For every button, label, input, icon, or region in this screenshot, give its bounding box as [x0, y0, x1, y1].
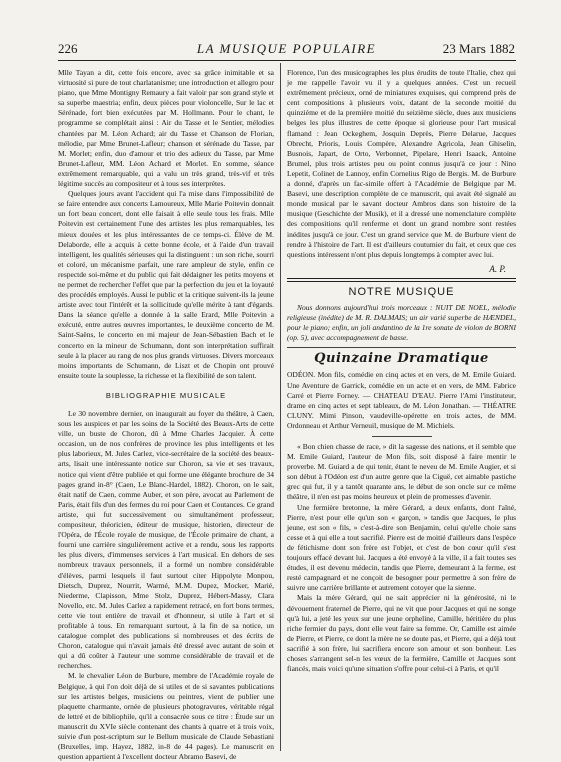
section-rule — [372, 436, 432, 437]
body-paragraph: « Bon chien chasse de race, » dit la sagesse des nations, et il semble que M. Emile Guiard, l'auteur de Mon fils, soit disposé à faire mentir le proverbe. M. Guiard a de qui tenir, étant le neveu de M. Emile Augier, et si son début à l'Odéon est d'un autre genre que la Ciguë, cet aimable pastiche grec qui fut, il y a tantôt quarante ans, le début de son oncle sur ce même théâtre, il n'en est pas moins heureux et plein de promesses d'avenir. — [287, 442, 516, 502]
issue-date: 23 Mars 1882 — [442, 41, 515, 56]
body-paragraph: Nous donnons aujourd'hui trois morceaux : NUIT DE NOEL, mélodie religieuse (inédite) de M. R. DALMAIS; un air varié superbe de HÆNDEL, pour le piano; enfin, un joli andantino de la 1re sonate de violon de BORNI (op. 5), avec accompagnement de basse. — [287, 302, 516, 343]
section-rule — [287, 278, 516, 282]
column-divider — [280, 63, 281, 751]
body-paragraph: Florence, l'un des musicographes les plus érudits de toute l'Italie, chez qui je me rappelle l'avoir vu il y a quelques années. C'est un recueil extrêmement précieux, orné de miniatures exquises, qui comprend près de cent compositions à plusieurs voix, datant de la seconde moitié du quinzième et de la première moitié du seizième siècle, dues aux musiciens belges les plus illustres de cette époque si glorieuse pour l'art musical flamand : Jean Ockeghem, Josquin Deprès, Pierre Delarue, Jacques Obrecht, Prioris, Louis Compère, Alexandre Agricola, Jean Ghiselin, Busnois, Japart, de Orto, Verbonnet, Pipelare, Henri Isaack, Antoine Brumel, plus trois artistes peu ou point connus jusqu'à ce jour : Nino Lepetit, Colinet de Lannoy, enfin Cornelius Rigo de Bergis. M. de Burbure a donné, d'après un fac-simile offert à l'Académie de Belgique par M. Basevi, une description complète de ce manuscrit, qui avait été signalé au monde musical par le savant docteur Ambros dans son histoire de la musique (Geschichte der Musik), et il a dressé une nomenclature complète des compositions qu'il renferme et dont un grand nombre sont restées inédites jusqu'à ce jour. C'est un grand service que M. de Burbure vient de rendre à l'histoire de l'art. Il est d'ailleurs coutumier du fait, et ceux que ces questions intéressent n'ont plus depuis longtemps à compter avec lui. — [287, 68, 516, 259]
section-heading-notre-musique: NOTRE MUSIQUE — [348, 285, 455, 298]
header-rule — [58, 60, 516, 61]
body-paragraph: Le 30 novembre dernier, on inaugurait au foyer du théâtre, à Caen, sous les auspices et par les soins de la Société des Beaux-Arts de cette ville, un buste de Choron, dû à Mme Charles Jacquier. À cette occasion, un de nos confrères de province les plus intelligents et les plus laborieux, M. Jules Carlez, vice-secrétaire de la société des beaux-arts, lisait une intéressante notice sur Choron, sa vie et ses travaux, notice qui vient d'être publiée et qui forme une élégante brochure de 34 pages grand in-8° (Caen, Le Blanc-Hardel, 1882). Choron, on le sait, était natif de Caen, comme Auber, et son père, avocat au Parlement de Paris, était fils d'un des fermes du roi pour Caen et Coutances. Ce grand artiste, qui fut successivement ou simultanément professeur, compositeur, théoricien, éditeur de musique, historien, directeur de l'Opéra, de l'École royale de musique, de l'École primaire de chant, a fourni une carrière singulièrement active et a rendu, sous les rapports les plus divers, d'immenses services à l'art musical. En dehors de ses nombreux travaux personnels, il a formé un nombre considérable d'élèves, parmi lesquels il faut surtout citer Hippolyte Monpou, Dietsch, Duprez, Nourrit, Warmé, M.M. Dupez, Mocker, Marié, Niederme, Clapisson, Mme Stolz, Duprez, Hébert-Massy, Clara Novello, etc. M. Jules Carlez a rapidement retracé, en fort bons termes, cette vie tout entière de travail et d'honneur, si utile à l'art et si profitable à tous. En remarquant surtout, à la fin de sa notice, un catalogue complet des publications si nombreuses et des écrits de Choron, catalogue qui n'avait jamais été dressé avec autant de soin et qui a dû coûter à l'auteur une somme considérable de travail et de recherches. — [58, 409, 274, 671]
running-header — [58, 41, 515, 57]
body-paragraph: Quelques jours avant l'accident qui l'a mise dans l'impossibilité de se faire entendre aux concerts Lamoureux, Mlle Marie Poitevin donnait un fort beau concert, dont elle faisait à elle seule tous les frais. Mlle Poitevin est certainement l'une des artistes les plus remarquables, les mieux douées et les plus intéressantes de ce temps-ci. Élève de M. Delaborde, elle a acquis à cette bonne école, et à l'aide d'un travail intelligent, les qualités sérieuses qui la distinguent : un son riche, sourri et coloré, un mécanisme parfait, une rare ampleur de style, enfin ce respectde soi-même et du public qui fait dédaigner les petits moyens et ne permet de rechercher l'effet que par la perfection du jeu et la loyauté des procédés employés. Aussi le public et la critique suivent-ils la jeune artiste avec tout l'intérêt et la sollicitude qu'elle mérite à tant d'égards. Dans la séance qu'elle a donnée à la salle Erard, Mlle Poitevin a exécuté, entre autres œuvres importantes, le deuxième concerto de M. Saint-Saëns, le concerto en mi majeur de Jean-Sébastien Bach et le concerto en la mineur de Schumann, dont son interprétation suffirait seule à la placer au rang de nos plus grands virtuoses. Divers morceaux moins importants de Schumann, de Liszt et de Chopin ont prouvé ensuite toute la souplesse, la richesse et la flexibilité de son talent. — [58, 189, 274, 380]
section-heading-quinzaine: Quinzaine Dramatique — [314, 351, 489, 367]
journal-title: LA MUSIQUE POPULAIRE — [196, 41, 377, 56]
body-paragraph: M. le chevalier Léon de Burbure, membre de l'Académie royale de Belgique, à qui l'on doit déjà de si utiles et de si savantes publications sur les artistes belges, musiciens ou peintres, vient de publier une plaquette charmante, ornée de plusieurs photogravures, véritable régal de lettré et de bibliophile, qu'il a consacrée sous ce titre : Étude sur un manuscrit du XVIe siècle contenant des chants à quatre et à trois voix, suivie d'un post-scriptum sur le Bellum musicale de Claude Sebastiani (Bruxelles, imp. Hayez, 1882, in-8 de 44 pages). Le manuscrit en question appartient à l'excellent docteur Abramo Basevi, de — [58, 671, 274, 762]
page-number: 226 — [58, 41, 78, 56]
right-column — [287, 68, 516, 674]
body-paragraph: Mlle Tayan a dit, cette fois encore, avec sa grâce inimitable et sa virtuosité si pure de tout charlatanisme; une introduction et allegro pour piano, que Mme Montigny Remaury a fait valoir par son grand style et sa superbe maestria; enfin, deux pièces pour violoncelle, Sur le lac et Sérénade, fort bien exécutées par M. Hollmann. Pour le chant, le programme se complétait ainsi : Air du Tasse et le Sentier, mélodies chantées par M. Léon Achard; air du Tasse et Chanson de Florian, mélodie, par Mme Brunet-Lafleur; chanson et sérénade du Tasse, par M. Morlet; enfin, duo d'amour et trio des adieux du Tasse, par Mme Brunet-Lafleur, MM. Léon Achard et Morlet. En somme, séance extrêmement remarquable, qui a valu un très grand, très-vif et très légitime succès au compositeur et à tous ses interprètes. — [58, 68, 274, 189]
left-column — [58, 68, 274, 762]
section-rule — [287, 347, 516, 348]
section-heading-bibliographie: BIBLIOGRAPHIE MUSICALE — [105, 390, 227, 400]
body-paragraph: Une fermière bretonne, la mère Gérard, a deux enfants, dont l'aîné, Pierre, n'est pour elle qu'un son « garçon, » tandis que Jacques, le plus jeune, est son « fils, » c'est-à-dire son Benjamin, celui qu'elle choie sans cesse et à qui elle a tout sacrifié. Pierre est de moitié d'ailleurs dans l'espèce de fétichisme dont son frère est l'objet, et c'est de bon cœur qu'il s'est toujours effacé devant lui. Jacques a été envoyé à la ville, il a fait toutes ses études, il est devenu médecin, tandis que Pierre, demeurant à la ferme, est resté campagnard et ne conçoit de besogner pour permettre à son frère de suivre une carrière brillante et autrement cotoyer que la sienne. — [287, 502, 516, 593]
body-paragraph: ODÉON. Mon fils, comédie en cinq actes et en vers, de M. Emile Guiard. Une Aventure de Garrick, comédie en un acte et en vers, de MM. Fabrice Carré et Pierre Forney. — CHATEAU D'EAU. Pierre l'Ami l'instituteur, drame en cinq actes et sept tableaux, de M. Léon Jonathan. — THÉATRE CLUNY. Mimi Pinson, vaudeville-opérette en trois actes, de MM. Ordonneau et Arthur Verneuil, musique de M. Michiels. — [287, 370, 516, 430]
body-paragraph: Mais la mère Gérard, qui ne sait apprécier ni la générosité, ni le dévouement fraternel de Pierre, qui ne vit que pour Jacques et qui ne songe qu'à lui, a jeté les yeux sur une jeune orpheline, Camille, héritière du plus riche fermier du pays, dont elle veut faire sa femme. Or, Camille est aimée de Pierre, et Pierre, ce dont la mère ne se doute pas, et Pierre, qui a déjà tout sacrifié à son frère, lui sacrifiera encore son amour et son bonheur. Les choses s'arrangent sel-n les vœux de la fermière, Camille et Jacques sont fiancés, mais voici qu'une situation s'offre pour celui-ci à Paris, et qu'il — [287, 593, 516, 674]
signature: A. P. — [489, 263, 506, 274]
